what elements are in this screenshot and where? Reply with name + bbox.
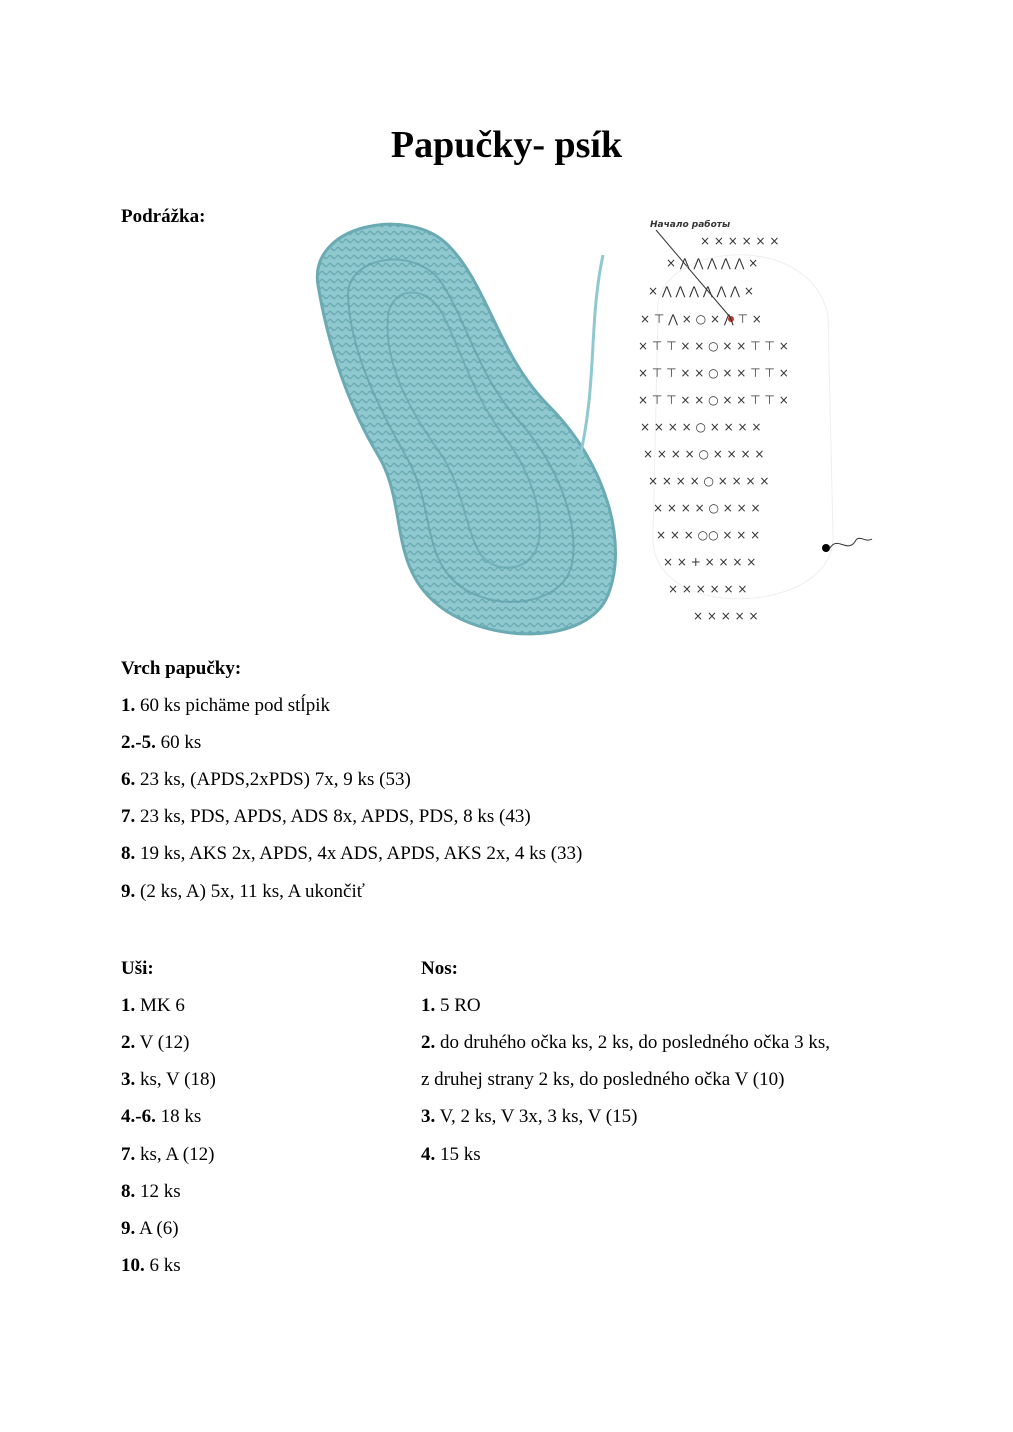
- crochet-sole-photo: [317, 224, 615, 634]
- svg-text:× ⊤ ⊤ × × ○ × × ⊤ ⊤ ×: × ⊤ ⊤ × × ○ × × ⊤ ⊤ ×: [638, 366, 789, 380]
- svg-text:× ⊤ ⋀ × ○ × ⋀ ⊤ ×: × ⊤ ⋀ × ○ × ⋀ ⊤ ×: [640, 312, 762, 326]
- sole-figure: [288, 205, 873, 653]
- svg-text:× × × × ○ × × × ×: × × × × ○ × × × ×: [643, 447, 765, 461]
- list-item: 6. 23 ks, (APDS,2xPDS) 7x, 9 ks (53): [121, 769, 411, 790]
- svg-text:× × × × × ×: × × × × × ×: [668, 582, 748, 596]
- page-title: Papučky- psík: [390, 124, 623, 166]
- list-item: 3. V, 2 ks, V 3x, 3 ks, V (15): [421, 1106, 638, 1127]
- svg-text:× × × × ×: × × × × ×: [693, 609, 759, 623]
- svg-text:× × × ○○ × × ×: × × × ○○ × × ×: [656, 528, 761, 542]
- chart-caption: Начало работы: [650, 220, 731, 230]
- list-item: 10. 6 ks: [121, 1255, 181, 1276]
- sole-heading: Podrážka:: [121, 206, 206, 227]
- svg-text:× × × × ○ × × ×: × × × × ○ × × ×: [653, 501, 761, 515]
- list-item: 7. 23 ks, PDS, APDS, ADS 8x, APDS, PDS, 8 ks (43): [121, 806, 531, 827]
- crochet-chart-diagram: [638, 219, 872, 623]
- list-item: 2.-5. 60 ks: [121, 732, 202, 753]
- svg-text:× × × × ○ × × × ×: × × × × ○ × × × ×: [640, 420, 762, 434]
- svg-text:× ⊤ ⊤ × × ○ × × ⊤ ⊤ ×: × ⊤ ⊤ × × ○ × × ⊤ ⊤ ×: [638, 393, 789, 407]
- svg-text:× × × × ○ × × × ×: × × × × ○ × × × ×: [648, 474, 770, 488]
- svg-text:× ⋀ ⋀ ⋀ ⋀ ⋀ ⋀ ×: × ⋀ ⋀ ⋀ ⋀ ⋀ ⋀ ×: [648, 284, 754, 298]
- list-item: 8. 19 ks, AKS 2x, APDS, 4x ADS, APDS, AKS 2x, 4 ks (33): [121, 843, 583, 864]
- list-item: z druhej strany 2 ks, do posledného očka V (10): [421, 1069, 785, 1090]
- svg-text:× × × × × ×: × × × × × ×: [700, 234, 780, 248]
- list-item: 2. V (12): [121, 1032, 190, 1053]
- svg-text:× ⋀ ⋀ ⋀ ⋀ ⋀ ×: × ⋀ ⋀ ⋀ ⋀ ⋀ ×: [666, 256, 759, 270]
- list-item: 4. 15 ks: [421, 1144, 481, 1165]
- list-item: 9. A (6): [121, 1218, 179, 1239]
- list-item: 3. ks, V (18): [121, 1069, 216, 1090]
- list-item: 1. MK 6: [121, 995, 185, 1016]
- list-item: 4.-6. 18 ks: [121, 1106, 202, 1127]
- ears-heading: Uši:: [121, 958, 154, 979]
- list-item: 2. do druhého očka ks, 2 ks, do posledného očka 3 ks,: [421, 1032, 830, 1053]
- list-item: 1. 60 ks pichäme pod stĺpik: [121, 695, 330, 716]
- list-item: 1. 5 RO: [421, 995, 481, 1016]
- top-heading: Vrch papučky:: [121, 658, 242, 679]
- list-item: 7. ks, A (12): [121, 1144, 215, 1165]
- list-item: 9. (2 ks, A) 5x, 11 ks, A ukončiť: [121, 881, 365, 902]
- svg-text:× ⊤ ⊤ × × ○ × × ⊤ ⊤ ×: × ⊤ ⊤ × × ○ × × ⊤ ⊤ ×: [638, 339, 789, 353]
- svg-text:× × + × × × ×: × × + × × × ×: [663, 555, 757, 569]
- nose-heading: Nos:: [421, 958, 458, 979]
- sole-illustration: [288, 205, 873, 653]
- list-item: 8. 12 ks: [121, 1181, 181, 1202]
- stitch-symbols: [638, 234, 789, 623]
